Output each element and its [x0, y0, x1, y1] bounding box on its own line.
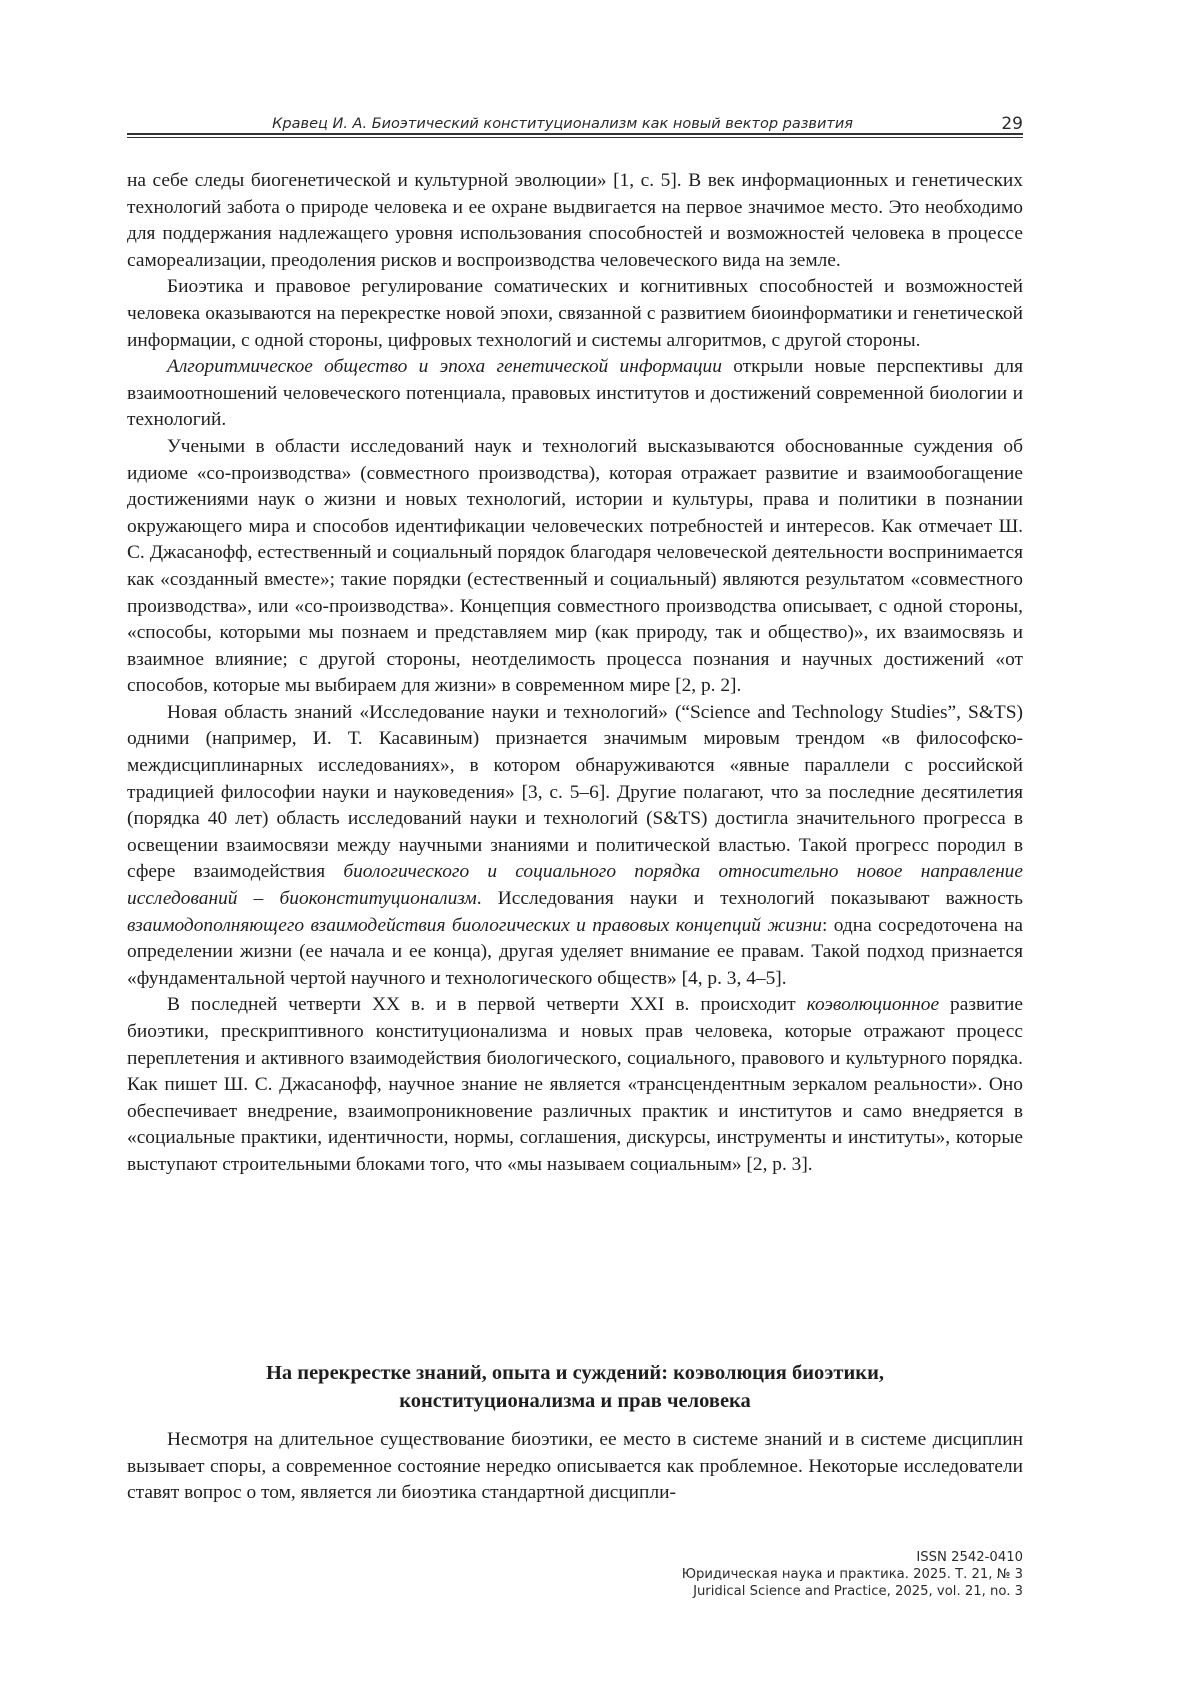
text-run: В последней четверти XX в. и в первой четверти XXI в. происходит	[167, 994, 807, 1016]
footer-journal-en: Juridical Science and Practice, 2025, vol. 21, no. 3	[693, 1584, 1023, 1599]
paragraph	[127, 354, 1023, 434]
body-text	[127, 168, 1023, 1179]
text-run: развитие биоэтики, прескриптивного конституционализма и новых прав человека, которые отражают процесс переплетения и активного взаимодействия биологического, социального, правового и культурного порядка. Как пишет Ш. С. Джасанофф, научное знание не является «трансцендентным зеркалом реальности». Оно обеспечивает внедрение, взаимопроникновение различных практик и институтов и само внедряется в «социальные практики, идентичности, нормы, соглашения, дискурсы, инструменты и институты», которые выступают строительными блоками того, что «мы называем социальным» [2, p. 3].	[127, 994, 1023, 1175]
running-header-author: Кравец И. А.	[272, 116, 368, 132]
running-header-title	[272, 116, 853, 132]
journal-footer	[682, 1549, 1023, 1600]
text-run: : одна сосредоточена на определении жизни (ее начала и ее конца), другая уделяет внимание ее правам. Такой подход признается «фундаментальной чертой научного и технологического обществ» [4, p. 3, 4–5].	[127, 914, 1023, 989]
section-heading-line-2: конституционализма и прав человека	[399, 1390, 751, 1412]
header-rule-thin	[127, 137, 1023, 138]
paragraph	[127, 992, 1023, 1178]
running-header-article-title: Биоэтический конституционализм как новый вектор развития	[371, 116, 853, 132]
section-body	[127, 1427, 1023, 1507]
section-paragraph: Несмотря на длительное существование биоэтики, ее место в системе знаний и в системе дисциплин вызывает споры, а современное состояние нередко описывается как проблемное. Некоторые исследователи ставят вопрос о том, является ли биоэтика стандартной дисципли-	[127, 1429, 1023, 1504]
page-number: 29	[1001, 114, 1023, 134]
paragraph	[127, 700, 1023, 993]
italic-phrase: коэволюционное	[806, 994, 940, 1016]
paragraph	[127, 434, 1023, 700]
italic-phrase: Алгоритмическое общество и эпоха генетической информации	[167, 356, 722, 378]
footer-issn: ISSN 2542-0410	[916, 1550, 1023, 1565]
footer-journal-ru: Юридическая наука и практика. 2025. Т. 21, № 3	[681, 1567, 1023, 1582]
italic-phrase: взаимодополняющего взаимодействия биологических и правовых концепций жизни	[127, 914, 822, 936]
text-run: Биоэтика и правовое регулирование соматических и когнитивных способностей и возможностей человека оказываются на перекрестке новой эпохи, связанной с развитием биоинформатики и генетической информации, с одной стороны, цифровых технологий и системы алгоритмов, с другой стороны.	[127, 276, 1023, 351]
section-heading	[127, 1359, 1023, 1415]
text-run: Учеными в области исследований наук и технологий высказываются обоснованные суждения об идиоме «со-производства» (совместного производства), которая отражает развитие и взаимообогащение достижениями наук о жизни и новых технологий, истории и культуры, права и политики в познании окружающего мира и способов идентификации человеческих потребностей и интересов. Как отмечает Ш. С. Джасанофф, естественный и социальный порядок благодаря человеческой деятельности воспринимается как «созданный вместе»; такие порядки (естественный и социальный) являются результатом «совместного производства», или «со-производства». Концепция совместного производства описывает, с одной стороны, «способы, которыми мы познаем и представляем мир (как природу, так и общество)», их взаимосвязь и взаимное влияние; с другой стороны, неотделимость процесса познания и научных достижений «от способов, которые мы выбираем для жизни» в современном мире [2, p. 2].	[127, 435, 1023, 697]
text-run: Новая область знаний «Исследование науки и технологий» (“Science and Technology Studies”, S&TS) одними (например, И. Т. Касавиным) признается значимым мировым трендом «в философско-междисциплинарных исследованиях», в котором обнаруживаются «явные параллели с российской традицией философии науки и науковедения» [3, с. 5–6]. Другие полагают, что за последние десятилетия (порядка 40 лет) область исследований науки и технологий (S&TS) достигла значительного прогресса в освещении взаимосвязи между научными знаниями и политической властью. Такой прогресс породил в сфере взаимодействия	[127, 701, 1023, 883]
header-rule-thick	[127, 133, 1023, 135]
italic-phrase: биологического и социального порядка относительно новое направление исследований – биоконституционализм	[127, 861, 1023, 910]
text-run: на себе следы биогенетической и культурной эволюции» [1, с. 5]. В век информационных и генетических технологий забота о природе человека и ее охране выдвигается на первое значимое место. Это необходимо для поддержания надлежащего уровня использования способностей и возможностей человека в процессе самореализации, преодоления рисков и воспроизводства человеческого вида на земле.	[127, 170, 1023, 271]
paragraph	[127, 274, 1023, 354]
text-run: открыли новые перспективы для взаимоотношений человеческого потенциала, правовых институтов и достижений современной биологии и технологий.	[127, 356, 1024, 431]
section-heading-line-1: На перекрестке знаний, опыта и суждений: коэволюция биоэтики,	[265, 1362, 885, 1384]
paragraph	[127, 168, 1023, 274]
text-run: . Исследования науки и технологий показывают важность	[476, 888, 1023, 910]
